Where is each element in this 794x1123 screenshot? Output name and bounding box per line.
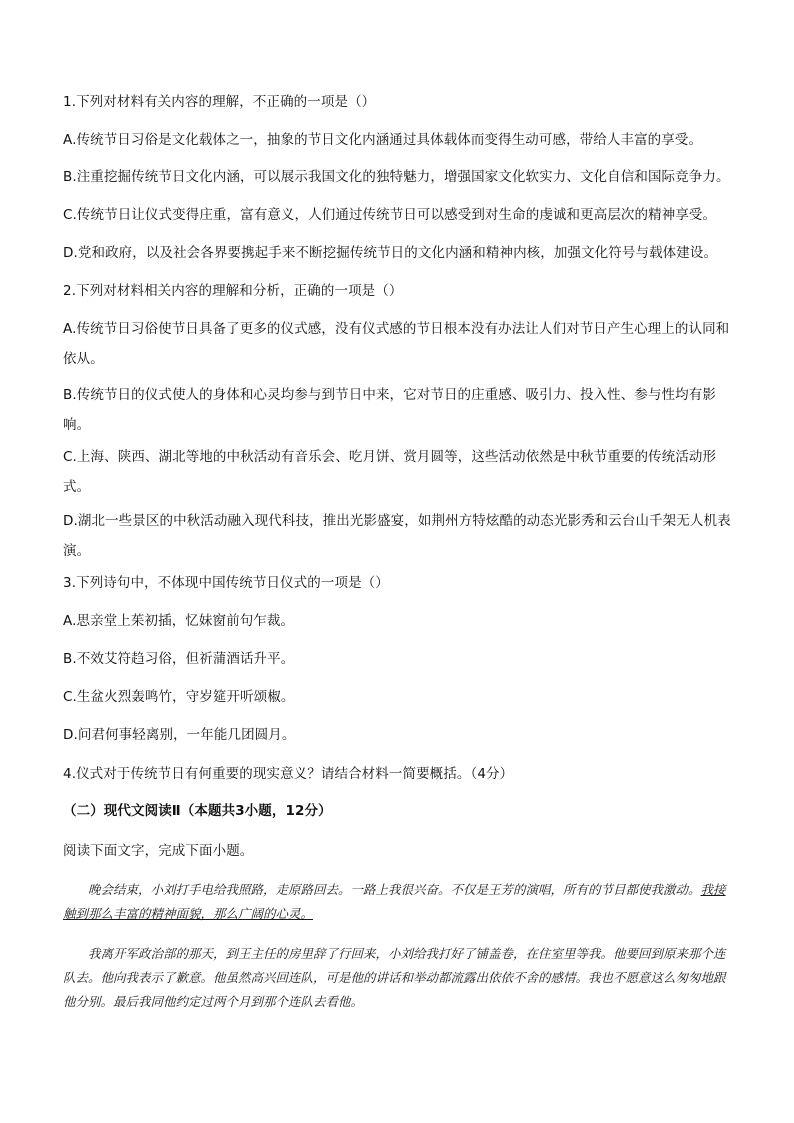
question-2-option-d: D.湖北一些景区的中秋活动融入现代科技，推出光影盛宴，如荆州方特炫酷的动态光影秀和云台山千架无人机表演。	[63, 513, 731, 559]
question-2-option-b: B.传统节日的仪式使人的身体和心灵均参与到节日中来，它对节日的庄重感、吸引力、投入性、参与性均有影响。	[63, 387, 716, 433]
question-3-option-c: C.生盆火烈轰鸣竹，守岁筵开听颂椒。	[63, 689, 295, 705]
passage-paragraph-2: 我离开军政治部的那天，到王主任的房里辞了行回来，小刘给我打好了铺盖卷，在住室里等我。他要回到原来那个连队去。他向我表示了歉意。他虽然高兴回连队，可是他的讲话和举动都流露出依依不舍的感情。我也不愿意这么匆匆地跟他分别。最后我同他约定过两个月到那个连队去看他。	[63, 946, 726, 1009]
question-2-option-c: C.上海、陕西、湖北等地的中秋活动有音乐会、吃月饼、赏月圆等，这些活动依然是中秋节重要的传统活动形式。	[63, 449, 717, 495]
passage-underlined-sentence: 我接触到那么丰富的精神面貌，那么广阔的心灵。	[63, 882, 726, 921]
question-3-option-a: A.思亲堂上茱初插，忆妹窗前句乍裁。	[63, 613, 295, 629]
question-1-stem: 1.下列对材料有关内容的理解，不正确的一项是（）	[63, 94, 376, 110]
question-1-option-b: B.注重挖掘传统节日文化内涵，可以展示我国文化的独特魅力，增强国家文化软实力、文化自信和国际竞争力。	[63, 169, 730, 185]
passage-paragraph-1-text: 晚会结束，小刘打手电给我照路，走原路回去。一路上我很兴奋。不仅是王芳的演唱，所有的节目都使我激动。	[88, 882, 701, 897]
question-4-stem: 4.仪式对于传统节日有何重要的现实意义？请结合材料一简要概括。（4分）	[63, 766, 514, 782]
question-1-option-a: A.传统节日习俗是文化载体之一，抽象的节日文化内涵通过具体载体而变得生动可感，带给人丰富的享受。	[63, 132, 703, 148]
question-3-stem: 3.下列诗句中，不体现中国传统节日仪式的一项是（）	[63, 575, 389, 591]
section-heading: （二）现代文阅读Ⅱ（本题共3小题，12分）	[63, 803, 332, 819]
section-instruction: 阅读下面文字，完成下面小题。	[63, 843, 254, 859]
question-1-option-c: C.传统节日让仪式变得庄重，富有意义，人们通过传统节日可以感受到对生命的虔诚和更高层次的精神享受。	[63, 207, 717, 223]
question-3-option-d: D.问君何事轻离别，一年能几团圆月。	[63, 727, 296, 743]
question-2-option-a: A.传统节日习俗使节日具备了更多的仪式感，没有仪式感的节日根本没有办法让人们对节日产生心理上的认同和依从。	[63, 321, 730, 367]
passage-paragraph-1	[63, 878, 735, 926]
question-2-stem: 2.下列对材料相关内容的理解和分析，正确的一项是（）	[63, 283, 403, 299]
question-1-option-d: D.党和政府，以及社会各界要携起手来不断挖掘传统节日的文化内涵和精神内核，加强文化符号与载体建设。	[63, 245, 718, 261]
question-3-option-b: B.不效艾符趋习俗，但祈蒲酒话升平。	[63, 651, 295, 667]
